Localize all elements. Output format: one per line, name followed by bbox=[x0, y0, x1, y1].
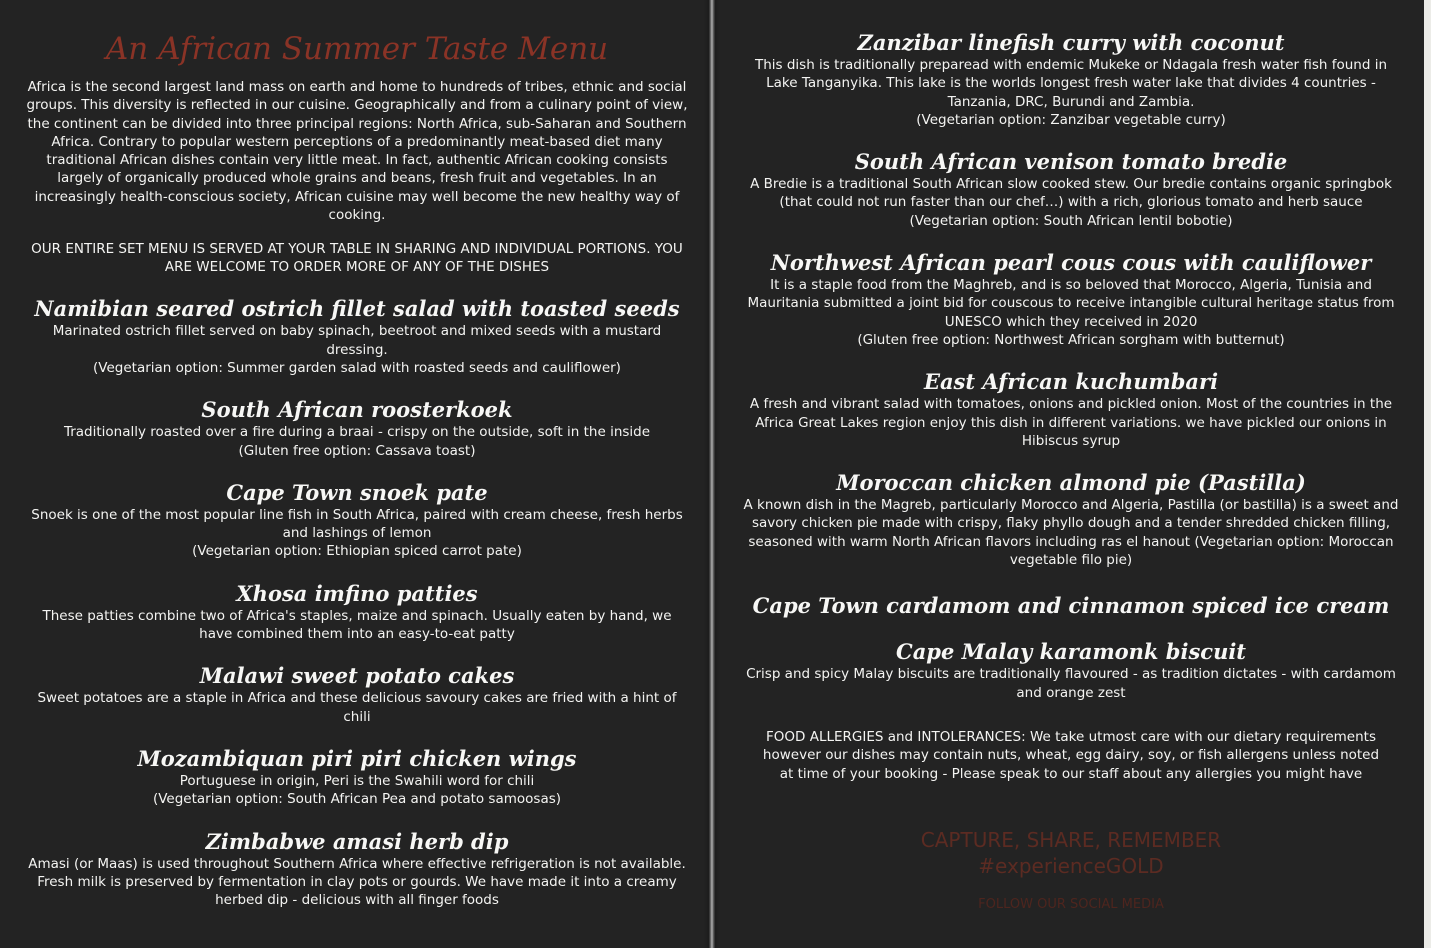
allergy-notice: FOOD ALLERGIES and INTOLERANCES: We take utmost care with our dietary requirements however our dishes may contain nuts, wheat, egg dairy, soy, or fish allergens unless noted at time of your booking - Please speak to our staff about any allergies you might have bbox=[762, 728, 1380, 782]
social-tagline: CAPTURE, SHARE, REMEMBER bbox=[920, 827, 1222, 852]
dish-name: Zimbabwe amasi herb dip bbox=[205, 828, 509, 854]
dish-description: Snoek is one of the most popular line fish in South Africa, paired with cream cheese, fresh herbs and lashings of lemon bbox=[31, 506, 683, 542]
dish-description: Marinated ostrich fillet served on baby spinach, beetroot and mixed seeds with a mustard dressing. bbox=[52, 323, 662, 358]
dish-item bbox=[26, 480, 688, 561]
social-hashtag: #experienceGOLD bbox=[978, 853, 1164, 878]
dish-name: South African venison tomato bredie bbox=[854, 149, 1288, 175]
dish-description: A Bredie is a traditional South African slow cooked stew. Our bredie contains organic springbok (that could not run faster than our chef…) with a rich, glorious tomato and herb sauce bbox=[750, 176, 1392, 211]
dish-name: Namibian seared ostrich fillet salad with toasted seeds bbox=[34, 296, 680, 322]
dish-option: (Vegetarian option: South African lentil bobotie) bbox=[909, 212, 1233, 229]
dish-name: Cape Town snoek pate bbox=[226, 479, 488, 505]
dish-name: Cape Town cardamom and cinnamon spiced ice cream bbox=[752, 593, 1390, 619]
dish-description: Amasi (or Maas) is used throughout Southern Africa where effective refrigeration is not available. Fresh milk is preserved by fermentation in clay pots or gourds. We have made it into a creamy herbed dip - delicious with all finger foods bbox=[28, 855, 686, 909]
dish-description: Sweet potatoes are a staple in Africa and these delicious savoury cakes are fried with a hint of chili bbox=[37, 690, 677, 725]
dish-item bbox=[740, 149, 1402, 230]
dish-item bbox=[740, 369, 1402, 450]
dish-description: Portuguese in origin, Peri is the Swahili word for chili bbox=[179, 772, 535, 789]
dish-name: Malawi sweet potato cakes bbox=[199, 663, 515, 689]
paper-edge bbox=[1424, 0, 1431, 948]
dish-description: It is a staple food from the Maghreb, and is so beloved that Morocco, Algeria, Tunisia and Mauritania submitted a joint bid for couscous to receive intangible cultural heritage status from UNESCO which they received in 2020 bbox=[747, 277, 1395, 330]
dish-description: Crisp and spicy Malay biscuits are traditionally flavoured - as tradition dictates - with cardamom and orange zest bbox=[746, 666, 1396, 701]
dish-name: East African kuchumbari bbox=[923, 369, 1219, 395]
dish-option: (Gluten free option: Cassava toast) bbox=[238, 442, 476, 459]
dish-item bbox=[26, 746, 688, 809]
page-fold bbox=[704, 0, 720, 948]
dish-option: (Vegetarian option: Ethiopian spiced carrot pate) bbox=[192, 543, 522, 560]
right-page bbox=[740, 0, 1402, 925]
intro-text: Africa is the second largest land mass on earth and home to hundreds of tribes, ethnic and social groups. This diversity is reflected in our cuisine. Geographically and from a culinary point of view, the continent can be divided into three principal regions: North Africa, sub-Saharan and Southern Africa. Contrary to popular western perceptions of a predominantly meat-based diet many traditional African dishes contain very little meat. In fact, authentic African cooking consists largely of organically produced whole grains and beans, fresh fruit and vegetables. In an increasingly health-conscious society, African cuisine may well become the new healthy way of cooking. bbox=[26, 79, 688, 224]
dish-item bbox=[26, 296, 688, 377]
dish-description: A known dish in the Magreb, particularly Morocco and Algeria, Pastilla (or bastilla) is a sweet and savory chicken pie made with crispy, flaky phyllo dough and a tender shredded chicken filling, seasoned with warm North African flavors including ras el hanout (Vegetarian option: Moroccan vegetable filo pie) bbox=[743, 497, 1399, 569]
dish-name: Cape Malay karamonk biscuit bbox=[895, 639, 1247, 665]
dish-item bbox=[740, 470, 1402, 569]
left-page bbox=[26, 0, 688, 909]
dish-item bbox=[740, 593, 1402, 619]
dish-item bbox=[26, 397, 688, 460]
dish-description: Traditionally roasted over a fire during a braai - crispy on the outside, soft in the inside bbox=[63, 424, 651, 441]
dish-item bbox=[26, 829, 688, 910]
dish-description: These patties combine two of Africa's staples, maize and spinach. Usually eaten by hand, we have combined them into an easy-to-eat patty bbox=[42, 607, 672, 643]
dish-description: This dish is traditionally preparead with endemic Mukeke or Ndagala fresh water fish found in Lake Tanganyika. This lake is the worlds longest fresh water lake that divides 4 countries - Tanzania, DRC, Burundi and Zambia. bbox=[754, 57, 1388, 110]
serving-notice: OUR ENTIRE SET MENU IS SERVED AT YOUR TABLE IN SHARING AND INDIVIDUAL PORTIONS. YOU ARE WELCOME TO ORDER MORE OF ANY OF THE DISHES bbox=[31, 241, 683, 276]
dish-name: Zanzibar linefish curry with coconut bbox=[857, 30, 1285, 55]
dish-name: Northwest African pearl cous cous with cauliflower bbox=[770, 250, 1372, 276]
dish-item bbox=[740, 30, 1402, 129]
dish-name: South African roosterkoek bbox=[201, 397, 513, 423]
dish-option: (Vegetarian option: Summer garden salad with roasted seeds and cauliflower) bbox=[93, 359, 621, 376]
dish-item bbox=[26, 663, 688, 726]
dish-option: (Vegetarian option: South African Pea and potato samoosas) bbox=[152, 791, 562, 808]
dish-item bbox=[740, 250, 1402, 349]
dish-item bbox=[26, 581, 688, 644]
dish-option: (Vegetarian option: Zanzibar vegetable curry) bbox=[916, 111, 1226, 128]
dish-description: A fresh and vibrant salad with tomatoes, onions and pickled onion. Most of the countries in the Africa Great Lakes region enjoy this dish in different variations. we have pickled our onions in Hibiscus syrup bbox=[749, 396, 1393, 449]
social-follow: FOLLOW OUR SOCIAL MEDIA bbox=[978, 896, 1164, 912]
menu-title: An African Summer Taste Menu bbox=[105, 31, 609, 67]
dish-item bbox=[740, 639, 1402, 702]
dish-name: Mozambiquan piri piri chicken wings bbox=[137, 745, 577, 771]
dish-name: Xhosa imfino patties bbox=[236, 580, 478, 606]
dish-name: Moroccan chicken almond pie (Pastilla) bbox=[836, 470, 1306, 496]
social-block bbox=[740, 827, 1402, 912]
dish-option: (Gluten free option: Northwest African sorgham with butternut) bbox=[857, 331, 1285, 348]
